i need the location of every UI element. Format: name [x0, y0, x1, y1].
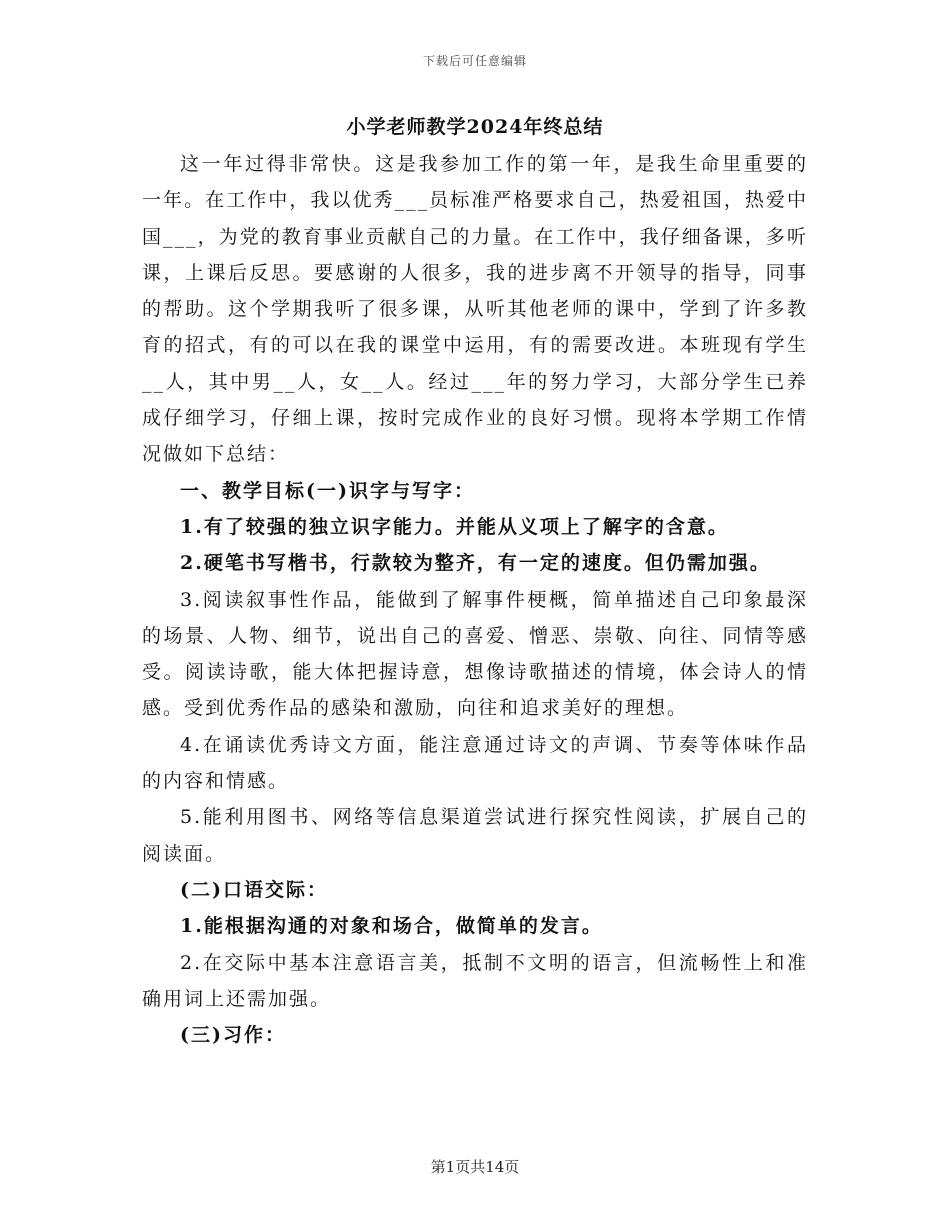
- document-title: 小学老师教学2024年终总结: [346, 116, 604, 138]
- goal-item-2: 2.硬笔书写楷书，行款较为整齐，有一定的速度。但仍需加强。: [180, 552, 771, 575]
- goal-item-1: 1.有了较强的独立识字能力。并能从义项上了解字的含意。: [180, 515, 729, 538]
- goal-item-5: 5.能利用图书、网络等信息渠道尝试进行探究性阅读，扩展自己的阅读面。: [142, 806, 808, 865]
- oral-item-2: 2.在交际中基本注意语言美，抵制不文明的语言，但流畅性上和准确用词上还需加强。: [142, 951, 808, 1010]
- goal-item-3: 3.阅读叙事性作品，能做到了解事件梗概，简单描述自己印象最深的场景、人物、细节，说出自己的喜爱、憎恶、崇敬、向往、同情等感受。阅读诗歌，能大体把握诗意，想像诗歌描述的情境，体会诗人的情感。受到优秀作品的感染和激励，向往和追求美好的理想。: [142, 588, 808, 720]
- section-heading-oral: (二)口语交际：: [180, 878, 328, 901]
- goal-item-4: 4.在诵读优秀诗文方面，能注意通过诗文的声调、节奏等体味作品的内容和情感。: [142, 733, 808, 793]
- intro-paragraph: 这一年过得非常快。这是我参加工作的第一年，是我生命里重要的一年。在工作中，我以优秀___员标准严格要求自己，热爱祖国，热爱中国___，为党的教育事业贡献自己的力量。在工作中，我仔细备课，多听课，上课后反思。要感谢的人很多，我的进步离不开领导的指导，同事的帮助。这个学期我听了很多课，从听其他老师的课中，学到了许多教育的招式，有的可以在我的课堂中运用，有的需要改进。本班现有学生__人，其中男__人，女__人。经过___年的努力学习，大部分学生已养成仔细学习，仔细上课，按时完成作业的良好习惯。现将本学期工作情况做如下总结：: [142, 153, 808, 466]
- page-number-footer: 第1页共14页: [430, 1158, 520, 1176]
- page-header-note: 下载后可任意编辑: [422, 54, 527, 68]
- section-heading-writing: (三)习作：: [180, 1024, 286, 1047]
- oral-item-1: 1.能根据沟通的对象和场合，做简单的发言。: [180, 915, 603, 938]
- section-heading-teaching-goals: 一、教学目标(一)识字与写字：: [180, 479, 475, 502]
- document-body: [142, 146, 808, 1053]
